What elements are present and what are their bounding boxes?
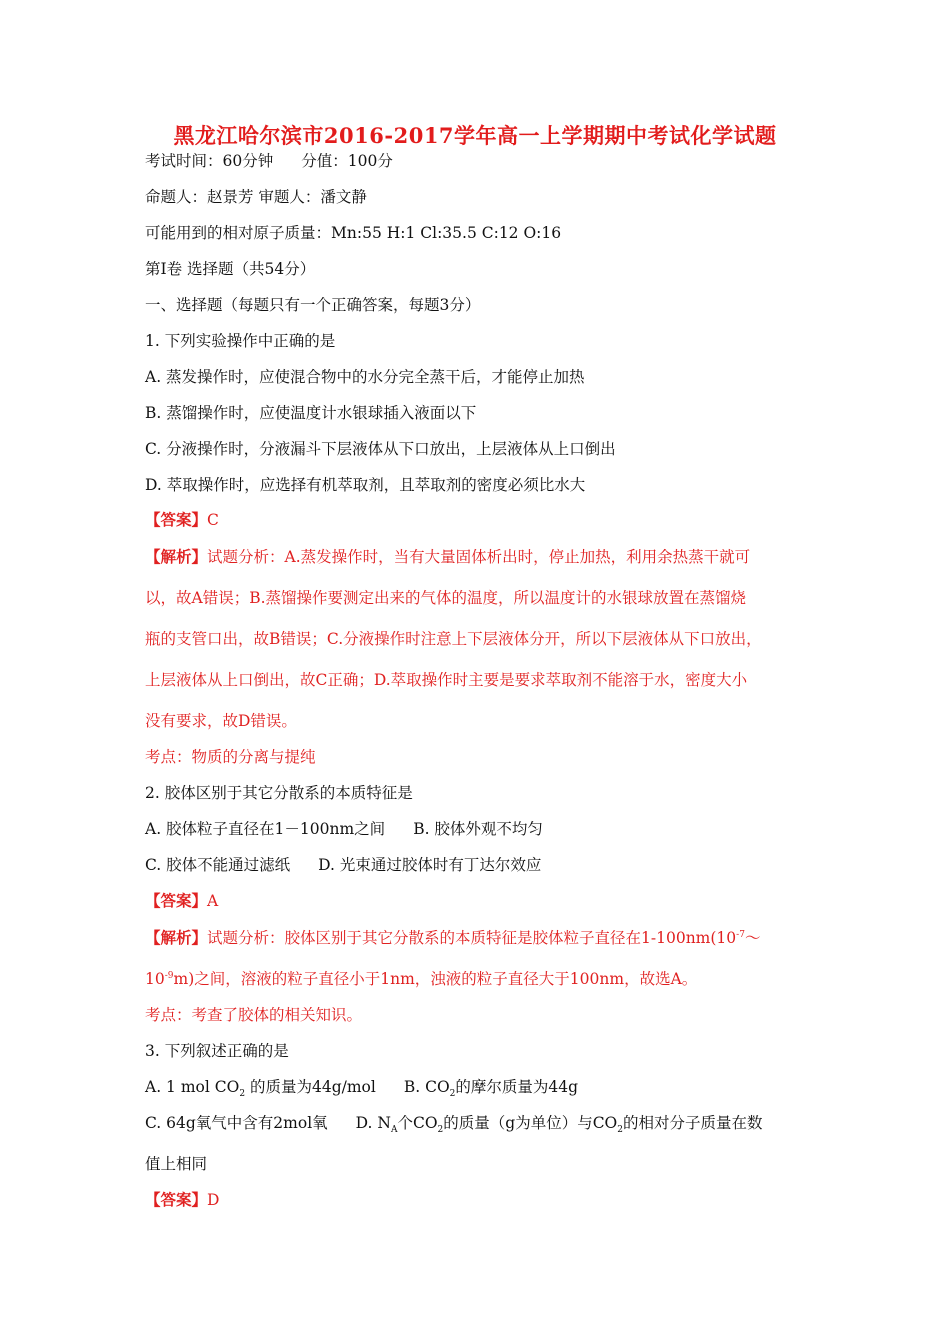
q1-analysis-line: 上层液体从上口倒出，故C正确；D.萃取操作时主要是要求萃取剂不能溶于水，密度大小 [145,671,748,689]
atomic-masses: 可能用到的相对原子质量：Mn:55 H:1 Cl:35.5 C:12 O:16 [145,224,562,242]
q2-option-b: B. 胶体外观不均匀 [413,820,543,838]
q3-options-ab [145,1076,578,1098]
q3-stem: 3. 下列叙述正确的是 [145,1042,289,1060]
option-text: 的相对分子质量在数 [623,1114,763,1132]
q2-analysis-line [145,927,760,949]
answer-value: D [207,1191,220,1209]
answer-tag: 【答案】 [145,510,208,529]
analysis-text: 10 [145,970,165,988]
q2-answer [145,890,218,912]
q3-option-d [355,1114,763,1136]
answer-tag: 【答案】 [145,891,208,910]
section-heading: 第Ⅰ卷 选择题（共54分） [145,260,316,278]
q1-stem: 1. 下列实验操作中正确的是 [145,332,336,350]
answer-value: C [207,511,219,529]
analysis-text: 试题分析：胶体区别于其它分散系的本质特征是胶体粒子直径在1-100nm(10 [207,929,737,947]
q1-answer [145,509,219,531]
document-title: 黑龙江哈尔滨市2016-2017学年高一上学期期中考试化学试题 [173,123,777,148]
part-heading: 一、选择题（每题只有一个正确答案，每题3分） [145,296,481,314]
option-text: A. 1 mol CO [145,1078,240,1096]
q1-analysis-line [145,546,750,568]
q1-analysis-line: 没有要求，故D错误。 [145,712,297,730]
q2-options-ab [145,818,543,840]
analysis-text: ～ [744,929,761,947]
option-text: 的摩尔质量为44g [455,1078,579,1096]
q1-option-b: B. 蒸馏操作时，应使温度计水银球插入液面以下 [145,404,477,422]
option-text: 的质量（g为单位）与CO [443,1114,618,1132]
analysis-text: 试题分析：A.蒸发操作时，当有大量固体析出时，停止加热，利用余热蒸干就可 [207,548,751,566]
q2-option-a: A. 胶体粒子直径在1－100nm之间 [145,820,386,838]
q2-options-cd [145,854,541,876]
q2-point: 考点：考查了胶体的相关知识。 [145,1006,363,1024]
q2-option-c: C. 胶体不能通过滤纸 [145,856,291,874]
exam-info [145,150,393,172]
subscript: 2 [239,1089,246,1100]
q2-analysis-line [145,968,697,990]
authors: 命题人：赵景芳 审题人：潘文静 [145,188,367,206]
q3-option-d-continued: 值上相同 [145,1155,208,1173]
analysis-text: m)之间，溶液的粒子直径小于1nm，浊液的粒子直径大于100nm，故选A。 [173,970,698,988]
option-text: 个CO [397,1114,438,1132]
subscript: 2 [449,1089,456,1100]
answer-tag: 【答案】 [145,1190,208,1209]
q3-options-cd [145,1112,763,1134]
q1-option-c: C. 分液操作时，分液漏斗下层液体从下口放出，上层液体从上口倒出 [145,440,616,458]
analysis-tag: 【解析】 [145,547,208,566]
exponent: -7 [736,929,745,940]
subscript: A [390,1125,398,1136]
exam-time: 考试时间：60分钟 [145,152,274,170]
option-text: 的质量为44g/mol [245,1078,376,1096]
q3-option-b [403,1078,579,1100]
subscript: 2 [437,1125,444,1136]
q1-option-d: D. 萃取操作时，应选择有机萃取剂，且萃取剂的密度必须比水大 [145,476,586,494]
answer-value: A [207,892,219,910]
option-text: B. CO [403,1078,450,1096]
exponent: -9 [164,970,174,981]
q1-analysis-line: 瓶的支管口出，故B错误；C.分液操作时注意上下层液体分开，所以下层液体从下口放出， [145,630,762,648]
q2-stem: 2. 胶体区别于其它分散系的本质特征是 [145,784,413,802]
q3-answer [145,1189,219,1211]
exam-score: 分值：100分 [301,152,393,170]
q1-option-a: A. 蒸发操作时，应使混合物中的水分完全蒸干后，才能停止加热 [145,368,585,386]
option-text: D. N [355,1114,391,1132]
q2-option-d: D. 光束通过胶体时有丁达尔效应 [318,856,542,874]
analysis-tag: 【解析】 [145,928,208,947]
subscript: 2 [617,1125,623,1136]
q3-option-c: C. 64g氧气中含有2mol氧 [145,1114,328,1132]
q3-option-a [145,1078,376,1100]
q1-point: 考点：物质的分离与提纯 [145,748,316,766]
q1-analysis-line: 以，故A错误；B.蒸馏操作要测定出来的气体的温度，所以温度计的水银球放置在蒸馏烧 [145,589,747,607]
